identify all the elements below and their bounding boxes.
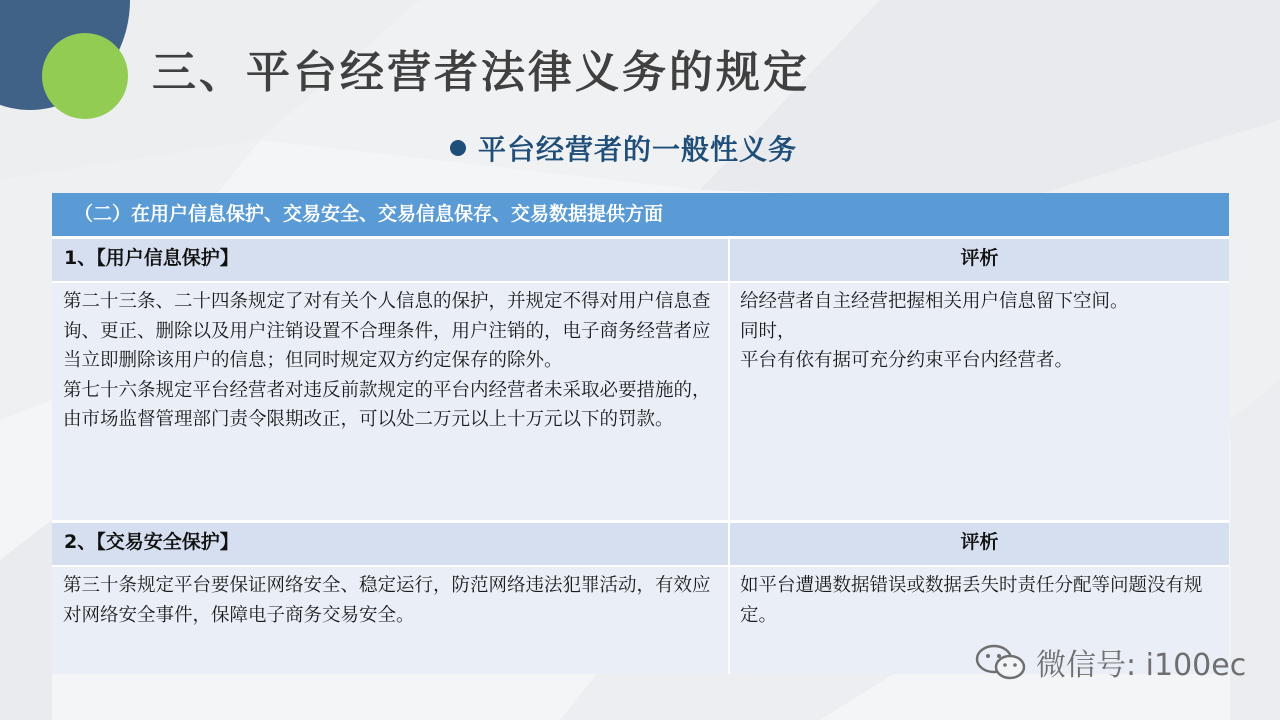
slide-title: 三、平台经营者法律义务的规定 <box>152 47 810 98</box>
table-caption: （二）在用户信息保护、交易安全、交易信息保存、交易数据提供方面 <box>52 193 1229 236</box>
section-content: 第二十三条、二十四条规定了对有关个人信息的保护，并规定不得对用户信息查询、更正、删除以及用户注销设置不合理条件，用户注销的，电子商务经营者应当立即删除该用户的信息；但同时规定双方约定保存的除外。 第七十六条规定平台经营者对违反前款规定的平台内经营者未采取必要措施的，由市场监督管理部门责令限期改正，可以处二万元以上十万元以下的罚款。 <box>63 291 711 430</box>
table-header-row <box>52 520 1229 565</box>
bullet-dot-icon <box>450 140 466 156</box>
decor-green-circle <box>42 33 128 119</box>
table-header-row <box>52 236 1229 281</box>
section-heading: 2、【交易安全保护】 <box>64 531 239 553</box>
obligations-table <box>52 193 1229 674</box>
analysis-heading: 评析 <box>728 523 1229 565</box>
section-analysis: 如平台遭遇数据错误或数据丢失时责任分配等问题没有规定。 <box>728 567 1229 674</box>
analysis-heading: 评析 <box>728 239 1229 281</box>
watermark-text: 微信号: i100ec <box>1036 648 1247 683</box>
table-row <box>52 281 1229 520</box>
section-analysis: 给经营者自主经营把握相关用户信息留下空间。 同时， 平台有依有据可充分约束平台内经营者。 <box>728 283 1229 520</box>
slide-subtitle: 平台经营者的一般性义务 <box>478 133 798 166</box>
subtitle-block <box>450 128 797 168</box>
section-heading: 1、【用户信息保护】 <box>64 247 239 269</box>
watermark <box>974 640 1246 684</box>
section-content: 第三十条规定平台要保证网络安全、稳定运行，防范网络违法犯罪活动，有效应对网络安全事件，保障电子商务交易安全。 <box>63 575 711 626</box>
wechat-icon <box>974 643 1028 681</box>
